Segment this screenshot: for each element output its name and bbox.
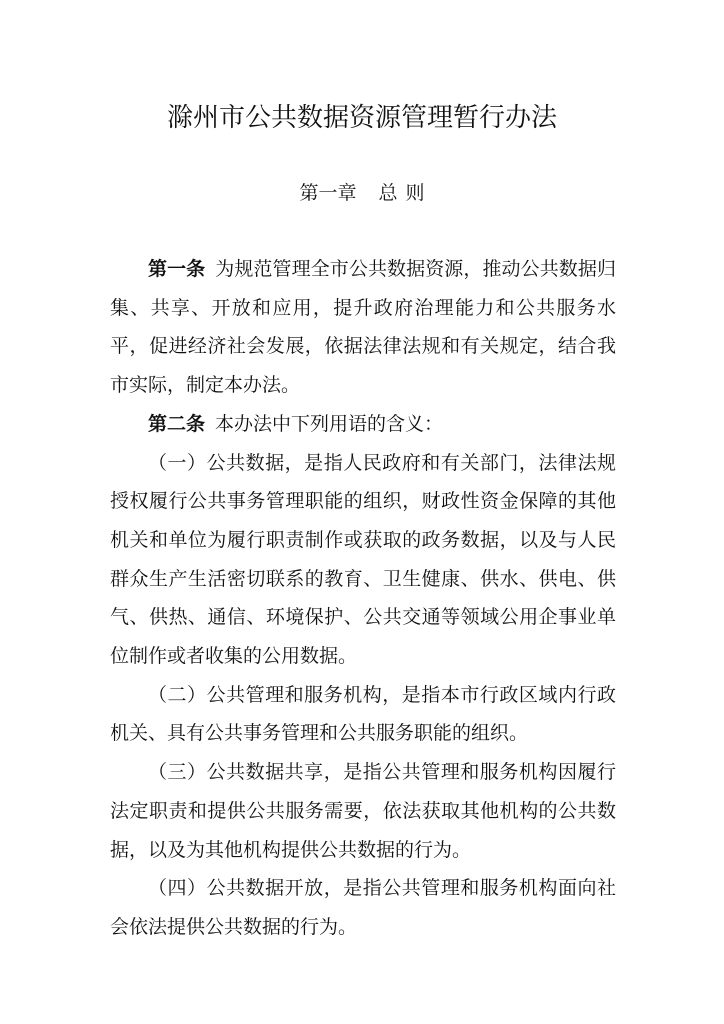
chapter-number: 第一章 xyxy=(299,182,357,204)
definition-item: （二）公共管理和服务机构，是指本市行政区域内行政机关、具有公共事务管理和公共服务职能的组织。 xyxy=(110,683,616,745)
definition-item: （三）公共数据共享，是指公共管理和服务机构因履行法定职责和提供公共服务需要，依法获取其他机构的公共数据，以及为其他机构提供公共数据的行为。 xyxy=(110,761,616,861)
definition-item: （四）公共数据开放，是指公共管理和服务机构面向社会依法提供公共数据的行为。 xyxy=(110,877,616,938)
article-text: 为规范管理全市公共数据资源，推动公共数据归集、共享、开放和应用，提升政府治理能力和公共服务水平，促进经济社会发展，依据法律法规和有关规定，结合我市实际，制定本办法。 xyxy=(110,258,616,397)
article-text: 本办法中下列用语的含义： xyxy=(215,412,444,435)
chapter-name-part2: 则 xyxy=(405,182,425,204)
article-1 xyxy=(110,250,616,405)
definition-item: （一）公共数据，是指人民政府和有关部门，法律法规授权履行公共事务管理职能的组织，财政性资金保障的其他机关和单位为履行职责制作或获取的政务数据，以及与人民群众生产生活密切联系的教育、卫生健康、供水、供电、供气、供热、通信、环境保护、公共交通等领域公用企事业单位制作或者收集的公用数据。 xyxy=(110,451,616,668)
article-2 xyxy=(110,405,616,444)
document-body xyxy=(110,250,616,947)
chapter-name-part1: 总 xyxy=(378,182,398,204)
article-number: 第二条 xyxy=(148,412,206,435)
article-number: 第一条 xyxy=(148,258,206,280)
document-title: 滁州市公共数据资源管理暂行办法 xyxy=(166,103,557,133)
chapter-heading xyxy=(0,176,724,210)
